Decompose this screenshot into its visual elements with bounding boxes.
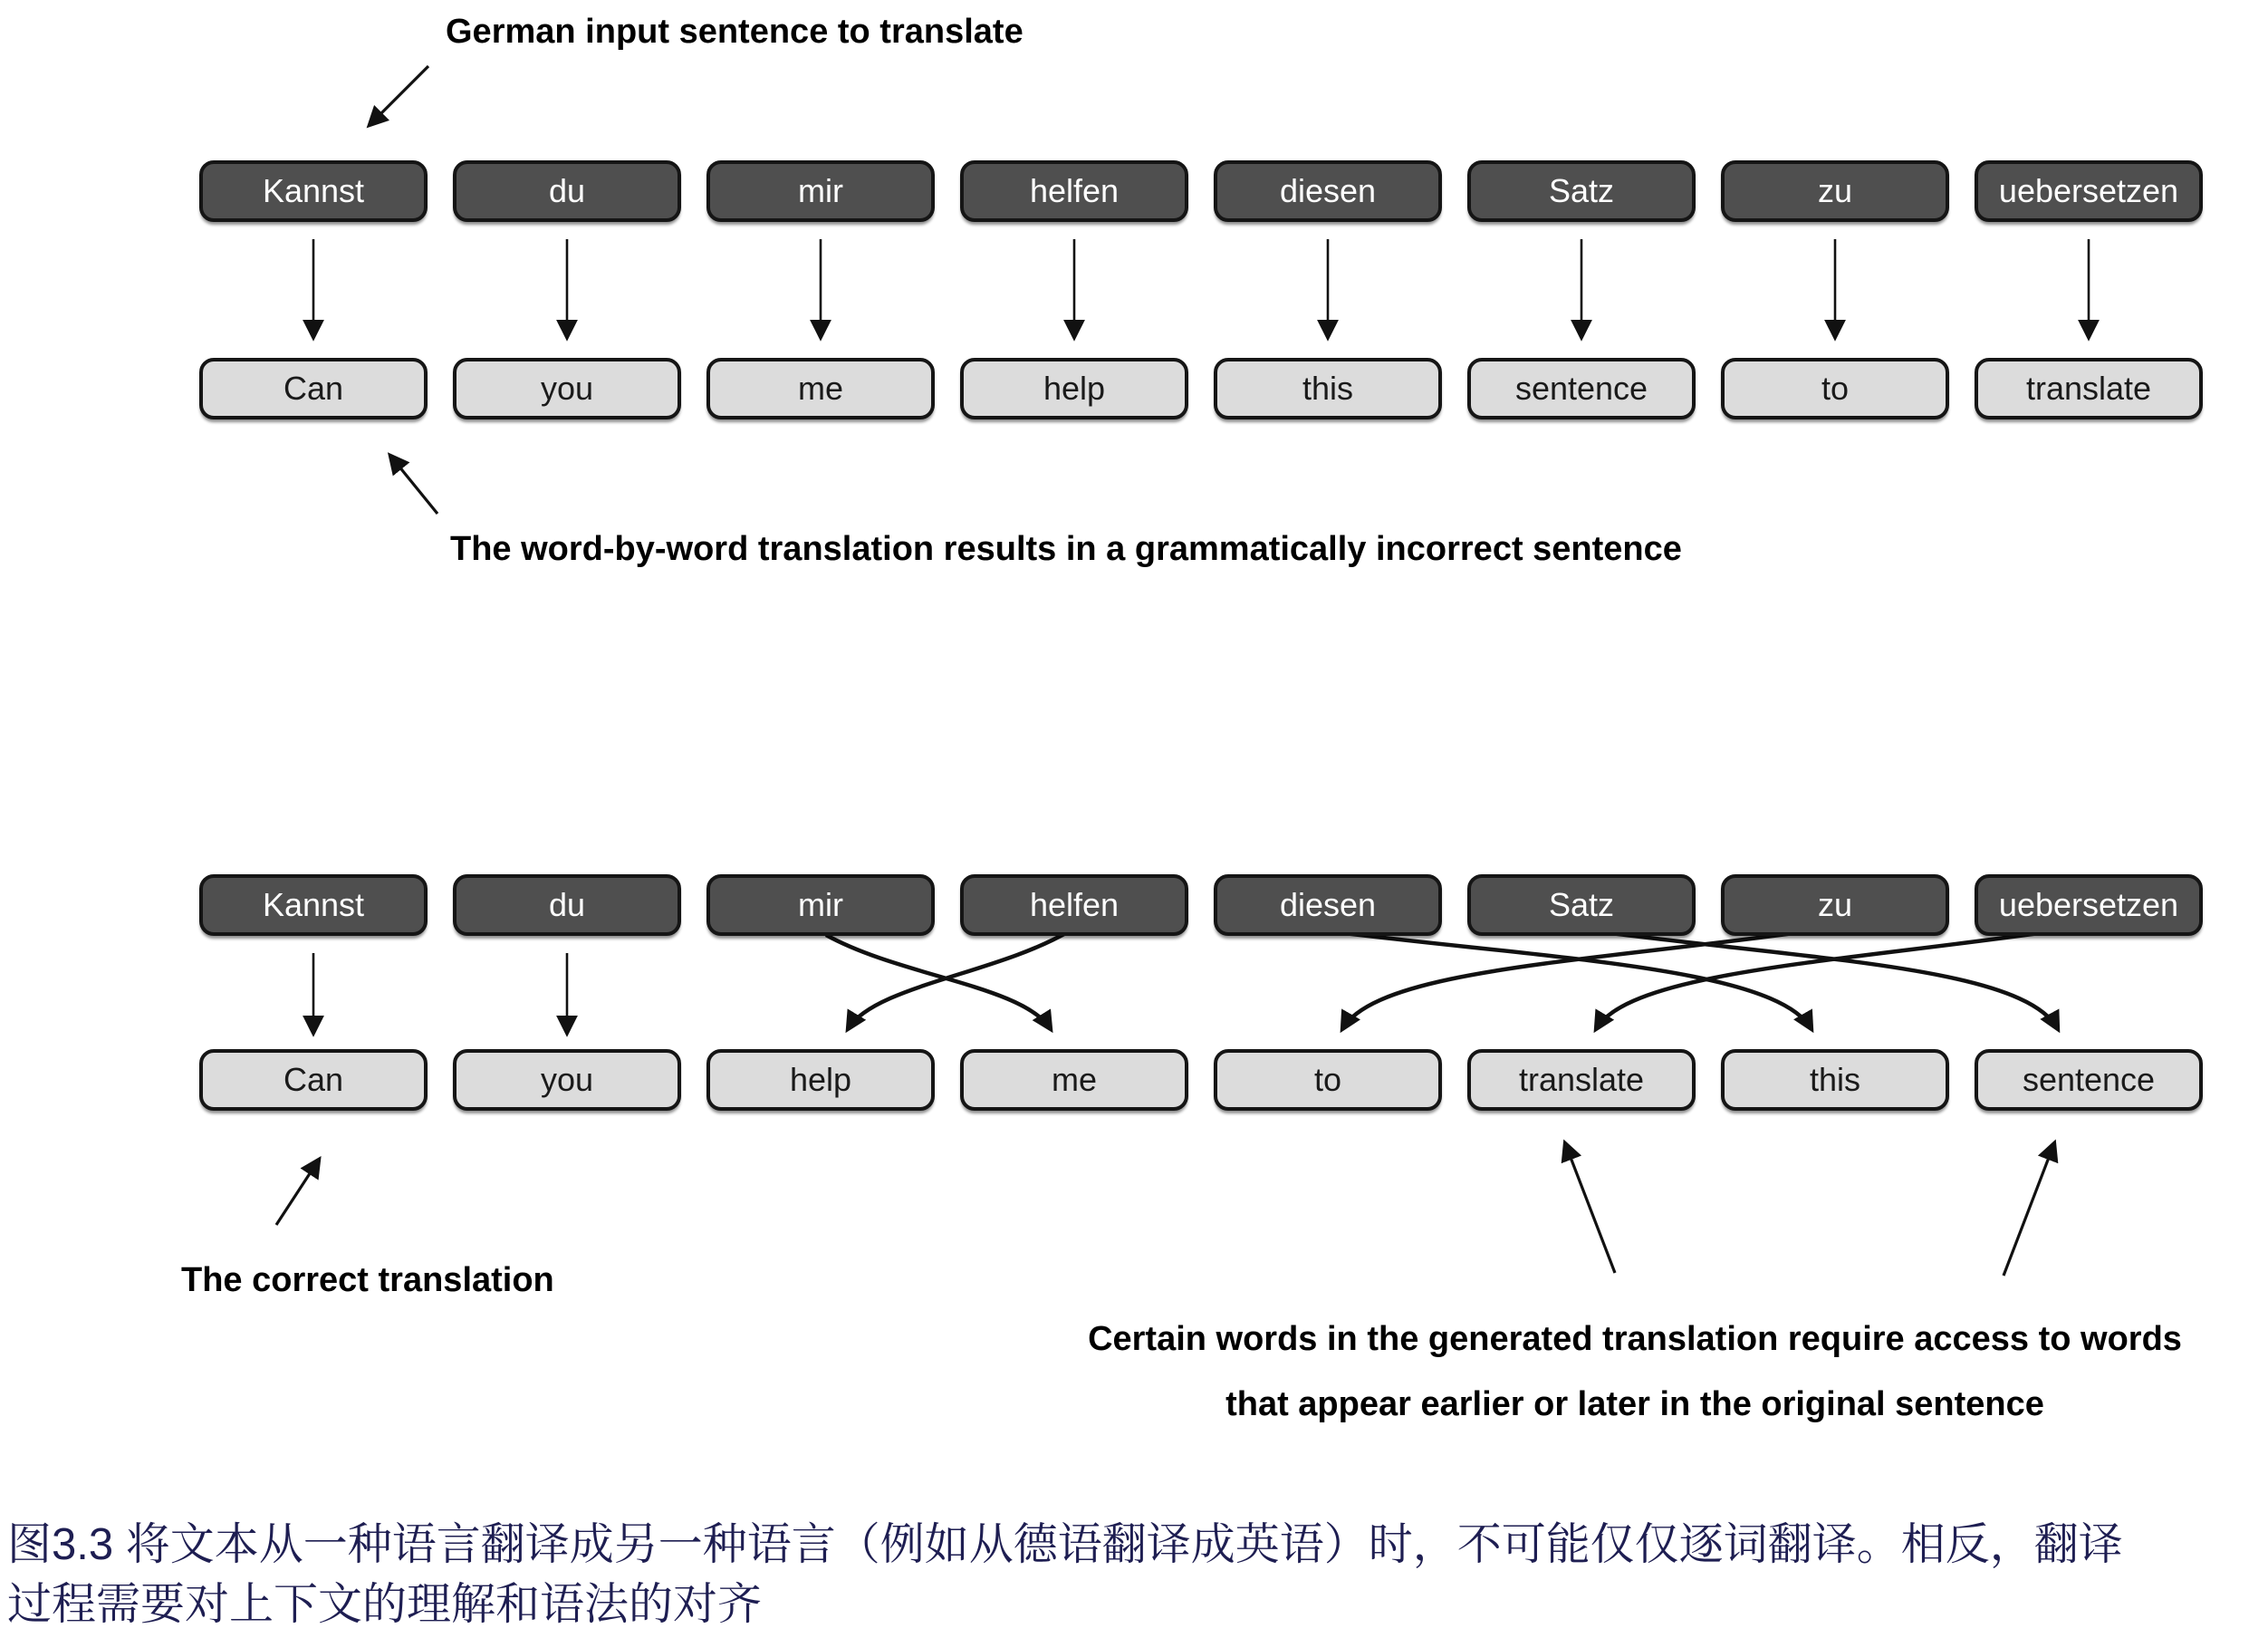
figure-caption	[7, 1515, 2263, 1634]
english-word-box: me	[960, 1049, 1188, 1111]
context-annotation	[978, 1306, 2268, 1437]
english-word-box: translate	[1975, 358, 2203, 419]
incorrect-sentence-annotation-arrow	[390, 456, 437, 514]
diagram2-english-row	[199, 1049, 2203, 1111]
german-input-annotation-arrow	[370, 66, 428, 125]
english-word-box: you	[453, 1049, 681, 1111]
german-word-box: diesen	[1214, 160, 1442, 222]
diagram1-english-row	[199, 358, 2203, 419]
english-word-box: translate	[1467, 1049, 1696, 1111]
english-word-box: help	[960, 358, 1188, 419]
german-word-box: Kannst	[199, 874, 428, 936]
german-word-box: diesen	[1214, 874, 1442, 936]
diagram2-german-row	[199, 874, 2203, 936]
arrow-mir-me	[826, 935, 1051, 1029]
alignment-arrows	[313, 930, 2065, 1033]
figure-caption-line2: 过程需要对上下文的理解和语法的对齐	[7, 1580, 763, 1629]
german-word-box: Kannst	[199, 160, 428, 222]
english-word-box: to	[1721, 358, 1949, 419]
english-word-box: this	[1721, 1049, 1949, 1111]
arrow-uebersetzen-translate	[1596, 930, 2065, 1029]
german-word-box: helfen	[960, 874, 1188, 936]
english-word-box: me	[706, 358, 935, 419]
english-word-box: Can	[199, 1049, 428, 1111]
incorrect-sentence-annotation: The word-by-word translation results in a grammatically incorrect sentence	[450, 530, 1682, 568]
german-word-box: Satz	[1467, 160, 1696, 222]
english-word-box: help	[706, 1049, 935, 1111]
german-word-box: du	[453, 160, 681, 222]
arrow-satz-sentence	[1596, 931, 2058, 1029]
arrow-helfen-help	[848, 931, 1069, 1029]
arrow-diesen-this	[1315, 930, 1812, 1029]
context-annotation-arrow-sentence	[2004, 1143, 2054, 1276]
german-word-box: mir	[706, 160, 935, 222]
english-word-box: to	[1214, 1049, 1442, 1111]
context-annotation-line1: Certain words in the generated translation require access to words	[1088, 1320, 2182, 1358]
context-annotation-arrow-translate	[1565, 1143, 1615, 1273]
english-word-box: you	[453, 358, 681, 419]
context-annotation-line2: that appear earlier or later in the original sentence	[1225, 1385, 2044, 1423]
german-word-box: Satz	[1467, 874, 1696, 936]
english-word-box: sentence	[1975, 1049, 2203, 1111]
german-word-box: uebersetzen	[1975, 160, 2203, 222]
correct-translation-annotation-arrow	[276, 1160, 319, 1225]
correct-translation-annotation: The correct translation	[181, 1261, 554, 1299]
figure-caption-line1: 图3.3 将文本从一种语言翻译成另一种语言（例如从德语翻译成英语）时，不可能仅仅逐词翻译。相反，翻译	[7, 1520, 2123, 1569]
german-word-box: uebersetzen	[1975, 874, 2203, 936]
german-word-box: du	[453, 874, 681, 936]
diagram1-german-row	[199, 160, 2203, 222]
german-word-box: mir	[706, 874, 935, 936]
german-word-box: helfen	[960, 160, 1188, 222]
english-word-box: this	[1214, 358, 1442, 419]
german-word-box: zu	[1721, 874, 1949, 936]
english-word-box: Can	[199, 358, 428, 419]
german-word-box: zu	[1721, 160, 1949, 222]
word-by-word-arrows	[313, 239, 2089, 337]
arrow-zu-to	[1342, 931, 1807, 1029]
german-input-annotation: German input sentence to translate	[446, 13, 1023, 51]
english-word-box: sentence	[1467, 358, 1696, 419]
